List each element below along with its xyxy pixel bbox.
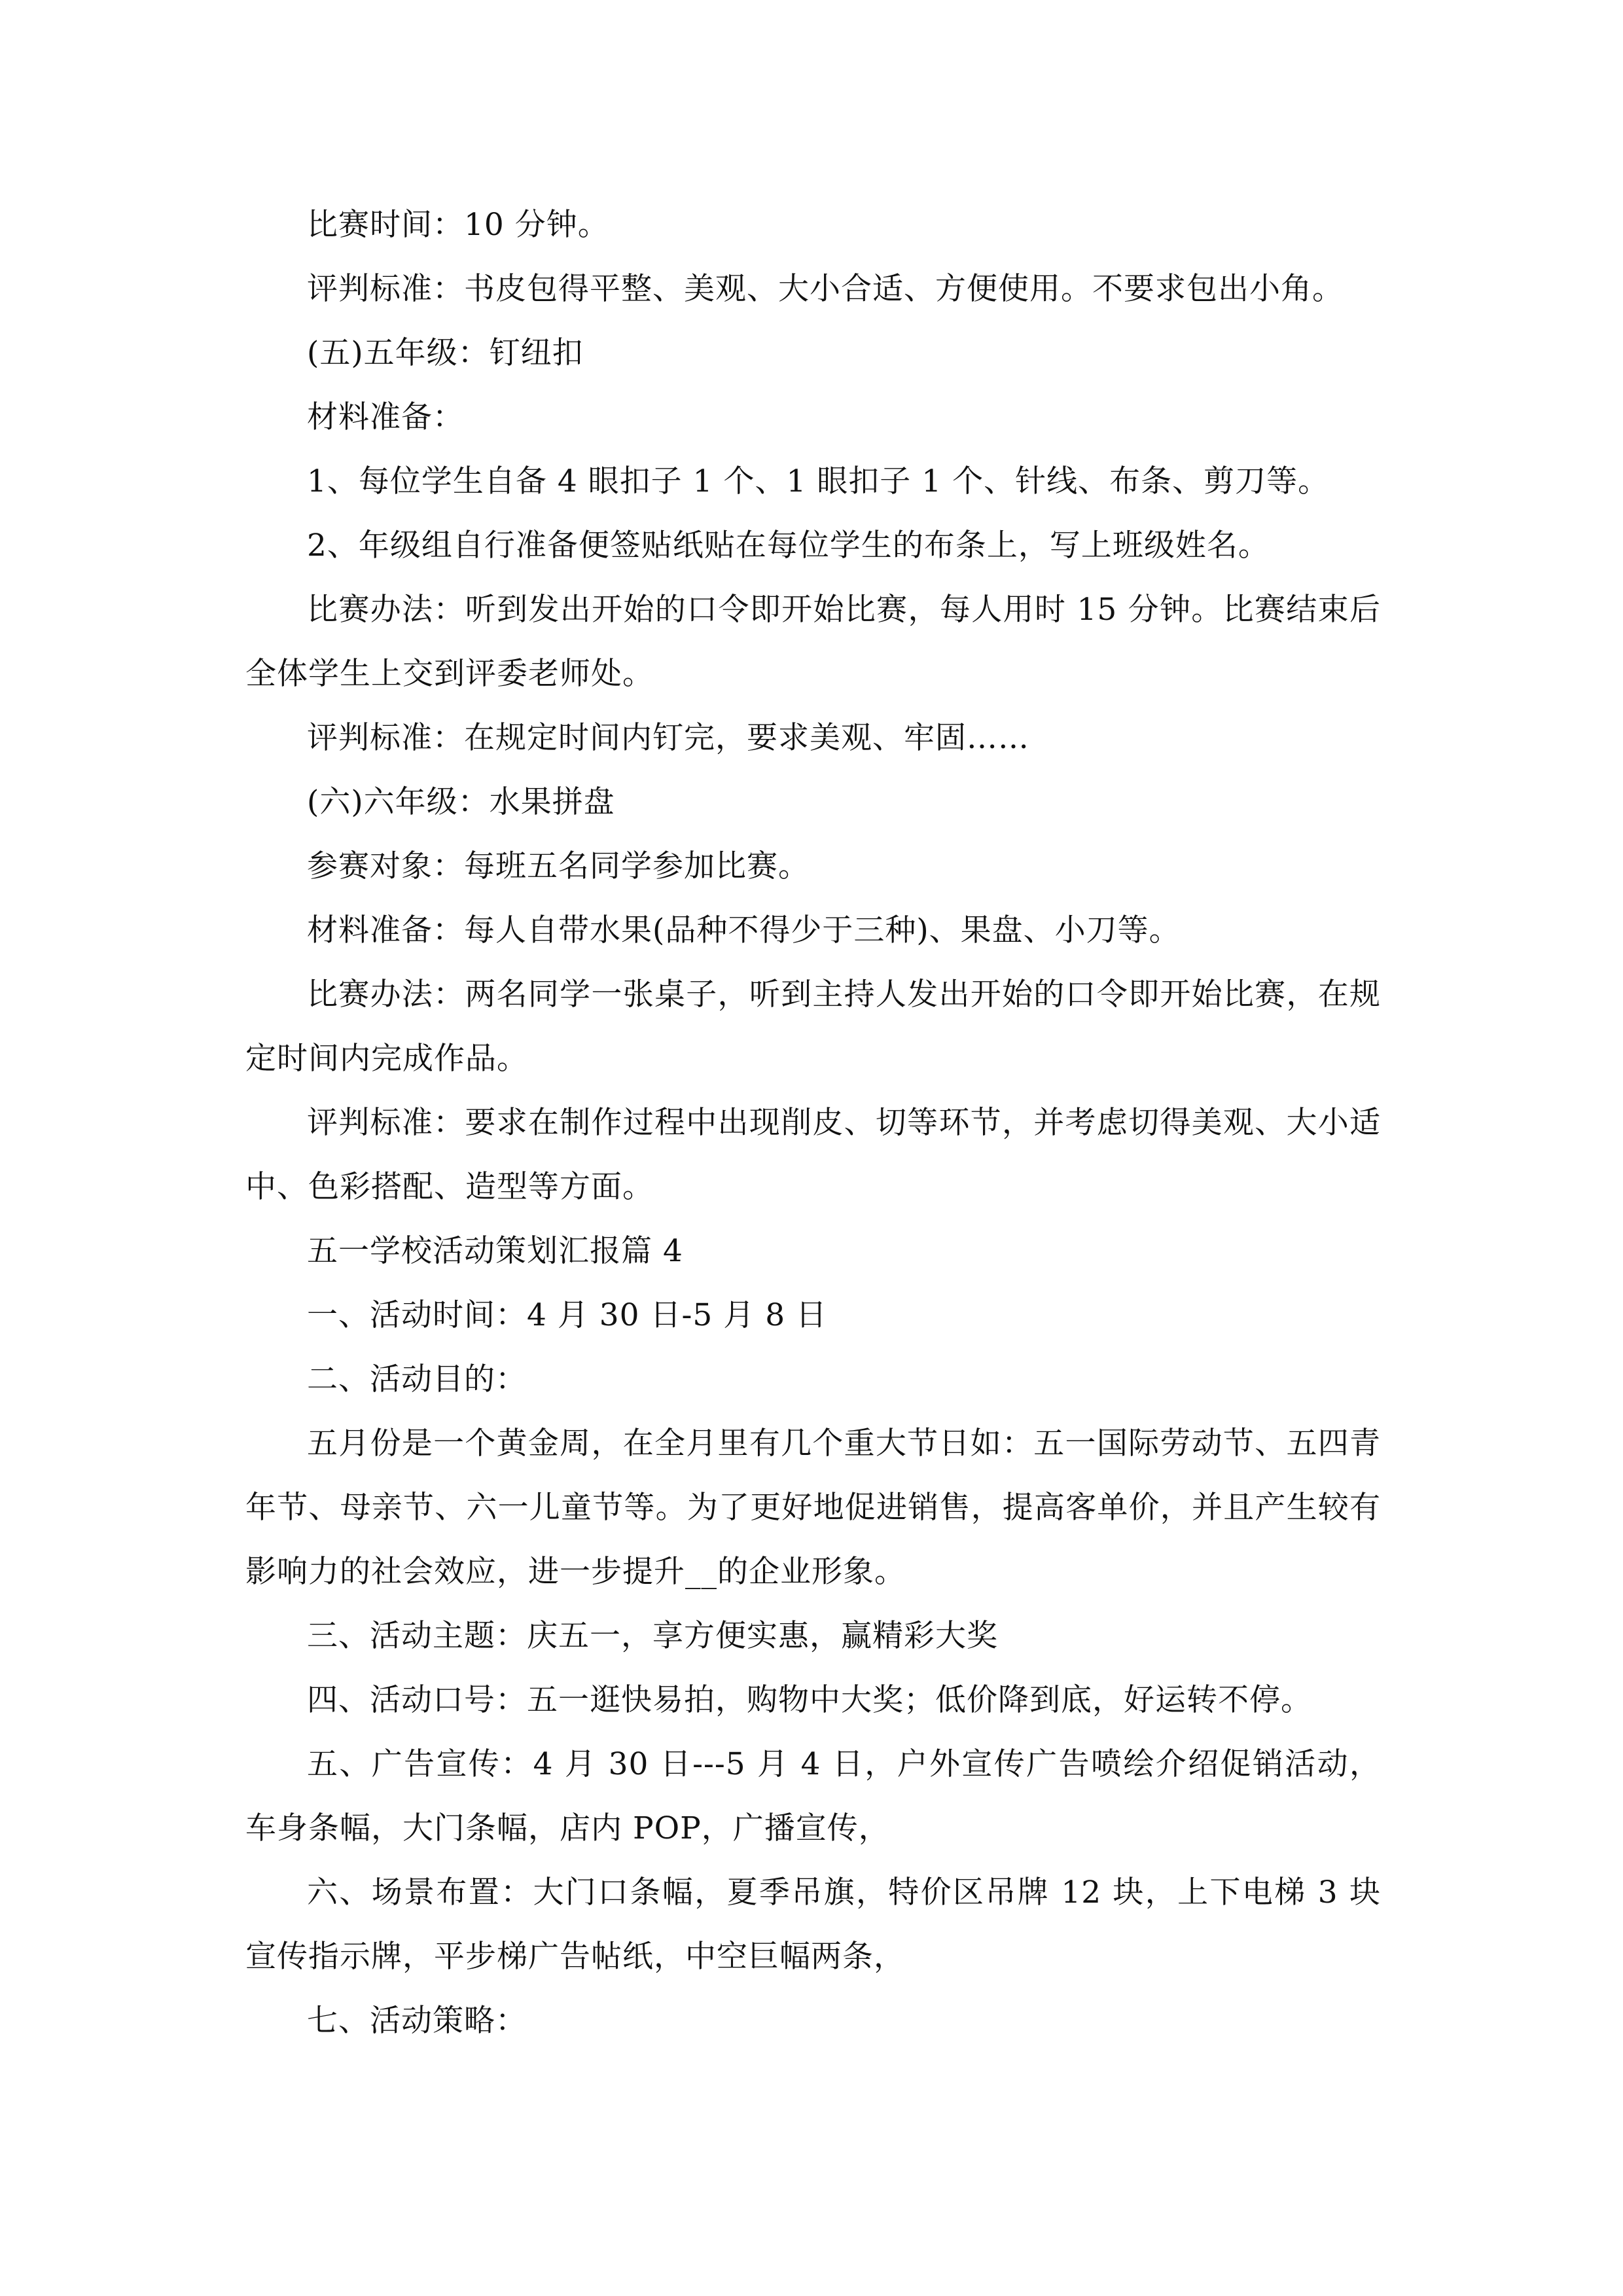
article-title: 五一学校活动策划汇报篇 4: [307, 1233, 683, 1269]
section-heading: 四、活动口号：五一逛快易拍，购物中大奖；低价降到底，好运转不停。: [307, 1682, 1312, 1718]
paragraph: 评判标准：要求在制作过程中出现削皮、切等环节，并考虑切得美观、大小适中、色彩搭配、造型等方面。: [245, 1105, 1381, 1205]
section-heading: 二、活动目的：: [307, 1361, 527, 1397]
paragraph: 参赛对象：每班五名同学参加比赛。: [307, 848, 810, 884]
section-heading: 三、活动主题：庆五一，享方便实惠，赢精彩大奖: [307, 1618, 998, 1654]
paragraph: 比赛时间：10 分钟。: [307, 207, 609, 243]
paragraph: 五月份是一个黄金周，在全月里有几个重大节日如：五一国际劳动节、五四青年节、母亲节、六一儿童节等。为了更好地促进销售，提高客单价，并且产生较有影响力的社会效应，进一步提升__的企业形象。: [245, 1426, 1381, 1590]
paragraph: 材料准备：: [307, 399, 464, 435]
list-item: 1、每位学生自备 4 眼扣子 1 个、1 眼扣子 1 个、针线、布条、剪刀等。: [307, 463, 1330, 499]
section-heading: 七、活动策略：: [307, 2003, 527, 2039]
section-heading: 一、活动时间：4 月 30 日-5 月 8 日: [307, 1297, 828, 1333]
list-item: 2、年级组自行准备便签贴纸贴在每位学生的布条上，写上班级姓名。: [307, 528, 1270, 564]
section-heading: (六)六年级：水果拼盘: [307, 784, 615, 820]
paragraph: 材料准备：每人自带水果(品种不得少于三种)、果盘、小刀等。: [307, 912, 1181, 948]
section-heading: (五)五年级：钉纽扣: [307, 335, 584, 371]
paragraph: 比赛办法：两名同学一张桌子，听到主持人发出开始的口令即开始比赛，在规定时间内完成作品。: [245, 977, 1381, 1077]
document-body: [245, 193, 1381, 2053]
paragraph: 评判标准：在规定时间内钉完，要求美观、牢固……: [307, 720, 1029, 756]
paragraph: 评判标准：书皮包得平整、美观、大小合适、方便使用。不要求包出小角。: [307, 271, 1344, 307]
paragraph: 六、场景布置：大门口条幅，夏季吊旗，特价区吊牌 12 块，上下电梯 3 块宣传指示牌，平步梯广告帖纸，中空巨幅两条，: [245, 1874, 1381, 1975]
paragraph: 五、广告宣传：4 月 30 日---5 月 4 日，户外宣传广告喷绘介绍促销活动，车身条幅，大门条幅，店内 POP，广播宣传，: [245, 1746, 1381, 1846]
paragraph: 比赛办法：听到发出开始的口令即开始比赛，每人用时 15 分钟。比赛结束后全体学生上交到评委老师处。: [245, 592, 1381, 692]
